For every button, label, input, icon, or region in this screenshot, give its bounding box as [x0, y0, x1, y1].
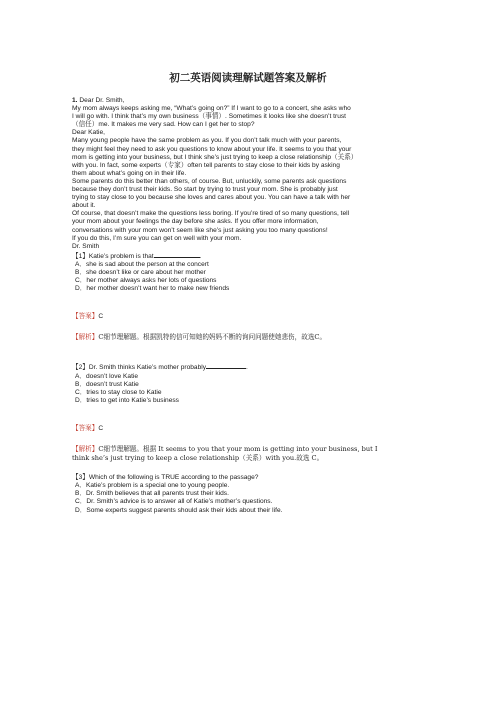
question-1-option-b: B．she doesn’t like or care about her mother — [75, 268, 206, 276]
passage-line: mom is getting into your business, but I think she’s just trying to keep a close relationship（关系） — [72, 153, 358, 161]
passage-line: them about what’s going on in their life. — [72, 169, 187, 177]
passage-line: I will go with. I think that’s my own business（事情）. Sometimes it looks like she doesn’t trust — [72, 113, 346, 121]
passage-line: （信任）me. It makes me very sad. How can I get her to stop? — [72, 121, 255, 129]
passage-line: conversations with your mom won’t seem like she’s just asking you too many questions! — [72, 226, 328, 234]
question-2-analysis — [72, 445, 427, 454]
answer-tag: 【答案】 — [72, 313, 99, 321]
question-1-option-c: C．her mother always asks her lots of questions — [75, 277, 217, 285]
question-1-analysis — [72, 333, 427, 342]
question-3-option-c: C．Dr. Smith’s advice is to answer all of Katie’s mother’s questions. — [75, 498, 273, 506]
passage-line: Of course, that doesn’t make the questions less boring. If you’re tired of so many questions, tell — [72, 210, 350, 218]
question-1-option-d: D．her mother doesn’t want her to make new friends — [75, 285, 230, 293]
question-3-option-d: D．Some experts suggest parents should ask their kids about their life. — [75, 506, 283, 514]
passage-line: Dear Katie, — [72, 129, 105, 137]
answer-value: C — [98, 424, 104, 432]
passage-line: My mom always keeps asking me, “What’s going on?” If I want to go to a concert, she asks who — [72, 105, 351, 113]
analysis-tag: 【解析】 — [72, 446, 99, 453]
question-1-option-a: A．she is sad about the person at the concert — [75, 260, 209, 268]
passage-line: they might feel they need to ask you questions to know about your life. It seems to you that your — [72, 145, 352, 153]
passage-line: your mom about your feelings the day before she asks. If you offer more information, — [72, 218, 319, 226]
content-body — [72, 97, 427, 515]
answer-blank — [206, 362, 246, 369]
passage-line: with you. In fact, some experts（专家）often tell parents to stay close to their kids by asking — [72, 161, 340, 169]
passage-line: about it. — [72, 202, 96, 210]
question-2-analysis-cont: think she’s just trying to keep a close relationship（关系）with you.故选 C。 — [72, 454, 324, 463]
answer-tag: 【答案】 — [72, 424, 99, 432]
passage-line: Many young people have the same problem as you. If you don’t talk much with your parents, — [72, 137, 342, 145]
analysis-tag: 【解析】 — [72, 334, 99, 342]
passage-line: because they don’t trust their kids. So start by trying to trust your mom. She is probably just — [72, 186, 338, 194]
question-1-stem: 【1】Katie’s problem is that . — [72, 252, 202, 260]
question-2-stem: 【2】Dr. Smith thinks Katie’s mother probably . — [72, 364, 248, 372]
question-3-option-b: B．Dr. Smith believes that all parents trust their kids. — [75, 490, 229, 498]
passage-first-line — [72, 97, 427, 105]
passage-signature: Dr. Smith — [72, 242, 100, 250]
question-3-option-a: A．Katie’s problem is a special one to young people. — [75, 482, 230, 490]
salutation: Dear Dr. Smith, — [79, 97, 125, 104]
passage-line: trying to stay close to you because she loves and cares about you. You can have a talk with her — [72, 194, 351, 202]
question-3-stem: 【3】Which of the following is TRUE according to the passage? — [72, 474, 259, 482]
question-2-answer — [72, 425, 427, 433]
question-2-option-c: C．tries to stay close to Katie — [75, 388, 162, 396]
answer-blank — [154, 251, 200, 258]
question-1-answer — [72, 313, 427, 321]
passage-line: If you do this, I’m sure you can get on well with your mom. — [72, 234, 242, 242]
page-title: 初二英语阅读理解试题答案及解析 — [169, 72, 327, 84]
answer-value: C — [98, 313, 104, 321]
question-number: 1. — [72, 97, 78, 104]
question-2-option-d: D．tries to get into Katie’s business — [75, 396, 179, 404]
question-2-option-a: A．doesn’t love Katie — [75, 372, 139, 380]
question-2-option-b: B．doesn’t trust Katie — [75, 380, 139, 388]
passage-line: Some parents do this better than others, of course. But, unluckily, some parents ask questions — [72, 177, 347, 185]
analysis-text: C细节理解题。根据凯特的信可知她的妈妈不断的询问问题使她悲伤，故选C。 — [98, 333, 327, 342]
analysis-text: C细节理解题。根据 It seems to you that your mom is getting into your business, but I — [98, 445, 378, 453]
